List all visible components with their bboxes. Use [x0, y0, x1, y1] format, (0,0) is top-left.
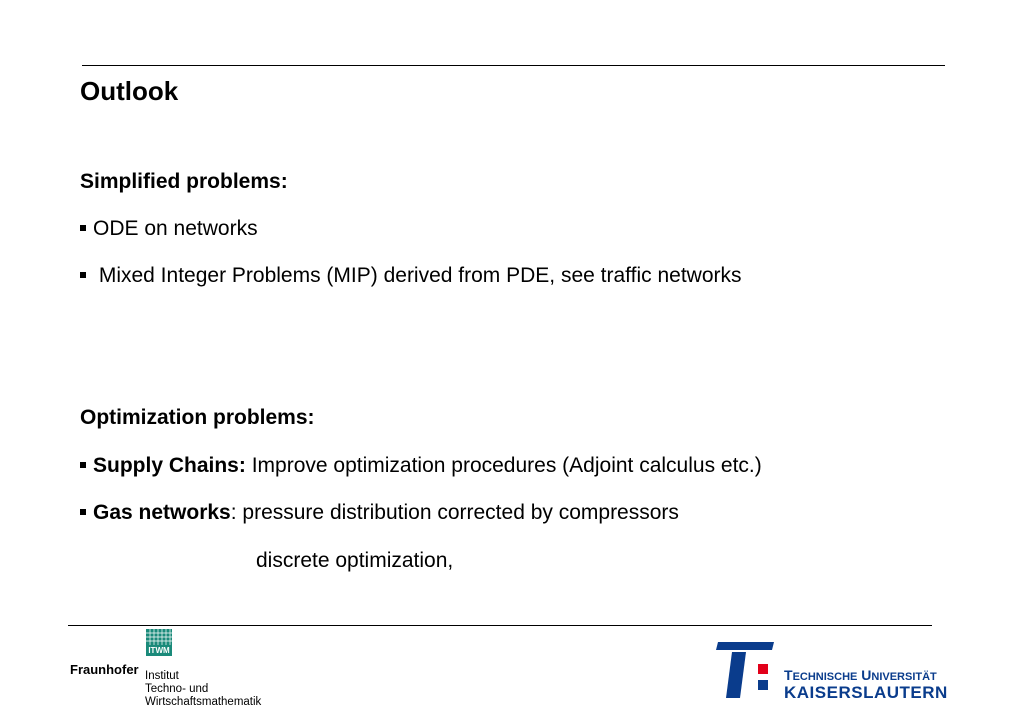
fraunhofer-name: Fraunhofer [70, 662, 139, 677]
itwm-grid-icon [146, 629, 172, 645]
institute-line-1: Institut [145, 670, 179, 682]
tu-rest-universitat: NIVERSITÄT [871, 671, 937, 683]
bullet-icon [80, 462, 86, 468]
tu-kaiserslautern: KAISERSLAUTERN [784, 683, 948, 702]
bullet-item-supply-chains [80, 454, 762, 478]
bullet-icon [80, 272, 86, 278]
bottom-rule [68, 625, 932, 626]
supply-chains-text: Improve optimization procedures (Adjoint calculus etc.) [245, 454, 762, 477]
simplified-heading: Simplified problems: [80, 170, 288, 193]
bullet-item-gas-networks [80, 501, 679, 525]
tu-cap-t: T [784, 667, 793, 683]
top-rule [82, 65, 945, 66]
slide-title: Outlook [80, 76, 179, 106]
gas-networks-label: Gas networks [93, 501, 231, 524]
gas-networks-text: : pressure distribution corrected by compressors [230, 501, 679, 524]
institute-line-2: Techno- und [145, 683, 209, 695]
bullet-text: Mixed Integer Problems (MIP) derived from PDE, see traffic networks [93, 264, 742, 287]
optimization-heading: Optimization problems: [80, 406, 315, 429]
tu-cap-u: U [861, 667, 872, 683]
gas-networks-continuation: discrete optimization, [256, 549, 454, 572]
bullet-item-mip [80, 264, 742, 288]
tu-rest-technische: ECHNISCHE [792, 671, 858, 683]
institute-line-3: Wirtschaftsmathematik [145, 696, 262, 708]
supply-chains-label: Supply Chains: [93, 454, 246, 477]
bullet-icon [80, 225, 86, 231]
bullet-text: ODE on networks [93, 217, 258, 240]
bullet-icon [80, 509, 86, 515]
itwm-tag: ITWM [146, 645, 172, 656]
tu-kaiserslautern-logo-icon [714, 640, 776, 700]
bullet-item-ode [80, 217, 258, 241]
institute-name [145, 670, 261, 709]
tu-kaiserslautern-wordmark [784, 668, 948, 700]
